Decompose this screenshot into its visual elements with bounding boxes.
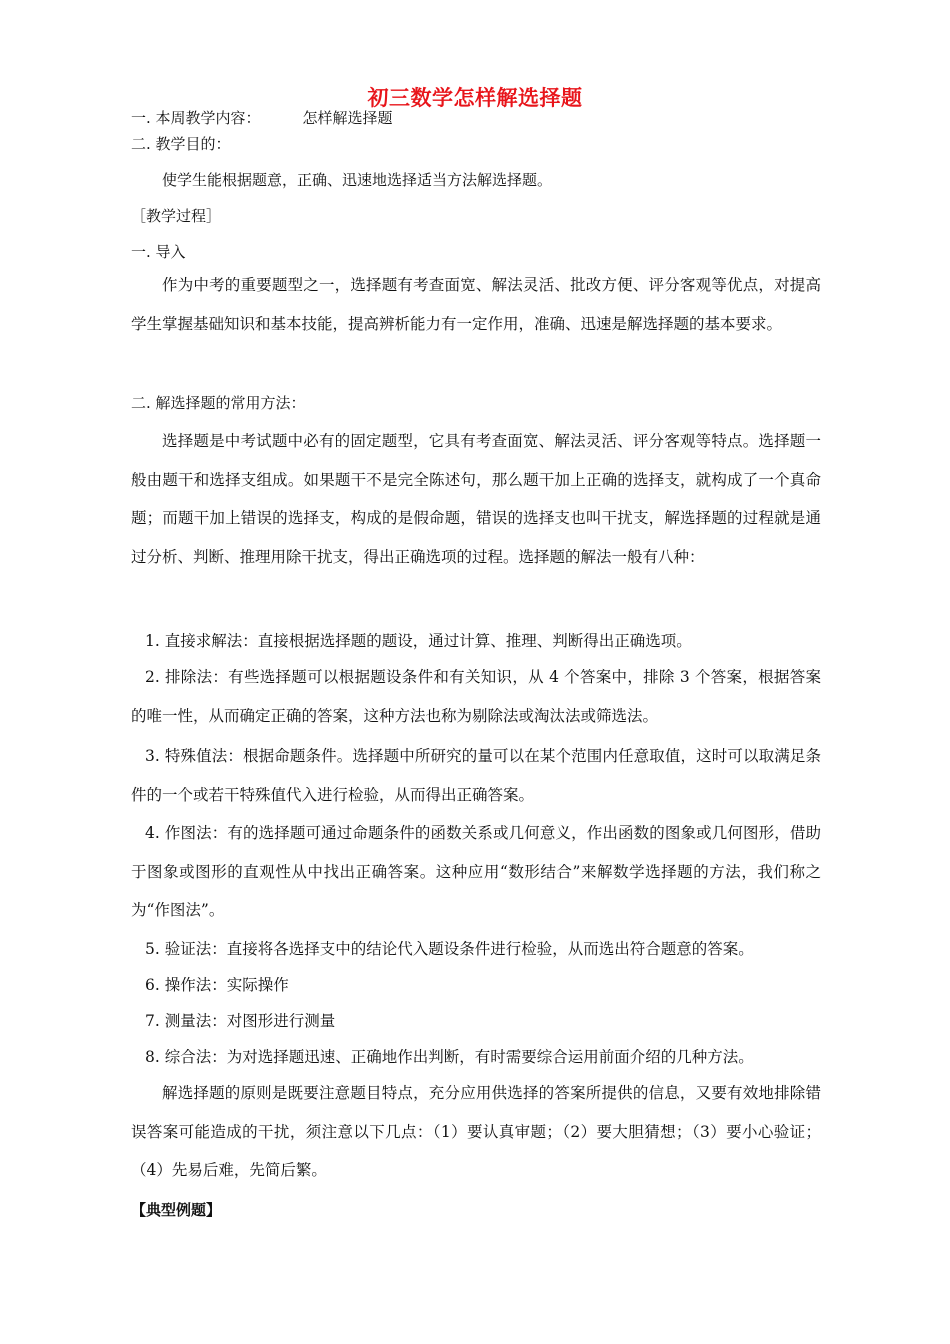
examples-heading: 【典型例题】 xyxy=(131,1201,222,1219)
principle-paragraph: 解选择题的原则是既要注意题目特点，充分应用供选择的答案所提供的信息，又要有效地排除错误答案可能造成的干扰，须注意以下几点：（1）要认真审题；（2）要大胆猜想；（3）要小心验证；（4）先易后难，先简后繁。 xyxy=(131,1084,821,1179)
process-label: ［教学过程］ xyxy=(131,207,222,225)
goal-label: 二. 教学目的： xyxy=(131,135,231,153)
method-item-4: 4. 作图法：有的选择题可通过命题条件的函数关系或几何意义，作出函数的图象或几何图形，借助于图象或图形的直观性从中找出正确答案。这种应用“数形结合”来解数学选择题的方法，我们称之为“作图法”。 xyxy=(131,824,821,919)
document-title: 初三数学怎样解选择题 xyxy=(367,85,583,110)
content-line xyxy=(131,108,821,128)
method-item-6: 6. 操作法：实际操作 xyxy=(145,976,289,994)
goal-text: 使学生能根据题意，正确、迅速地选择适当方法解选择题。 xyxy=(162,171,553,189)
method-item-5: 5. 验证法：直接将各选择支中的结论代入题设条件进行检验，从而选出符合题意的答案。 xyxy=(145,940,754,958)
intro-heading: 一. 导入 xyxy=(131,243,186,261)
method-item-1: 1. 直接求解法：直接根据选择题的题设，通过计算、推理、判断得出正确选项。 xyxy=(145,632,692,650)
method-item-3: 3. 特殊值法：根据命题条件。选择题中所研究的量可以在某个范围内任意取值，这时可以取满足条件的一个或若干特殊值代入进行检验，从而得出正确答案。 xyxy=(131,747,821,804)
method-item-2: 2. 排除法：有些选择题可以根据题设条件和有关知识，从 4 个答案中，排除 3 个答案，根据答案的唯一性，从而确定正确的答案，这种方法也称为剔除法或淘汰法或筛选法。 xyxy=(131,668,821,725)
method-item-7: 7. 测量法：对图形进行测量 xyxy=(145,1012,336,1030)
intro-paragraph: 作为中考的重要题型之一，选择题有考查面宽、解法灵活、批改方便、评分客观等优点，对提高学生掌握基础知识和基本技能，提高辨析能力有一定作用，准确、迅速是解选择题的基本要求。 xyxy=(131,276,821,333)
method-item-8: 8. 综合法：为对选择题迅速、正确地作出判断，有时需要综合运用前面介绍的几种方法。 xyxy=(145,1048,754,1066)
methods-paragraph: 选择题是中考试题中必有的固定题型，它具有考查面宽、解法灵活、评分客观等特点。选择题一般由题干和选择支组成。如果题干不是完全陈述句，那么题干加上正确的选择支，就构成了一个真命题；而题干加上错误的选择支，构成的是假命题，错误的选择支也叫干扰支，解选择题的过程就是通过分析、判断、推理用除干扰支，得出正确选项的过程。选择题的解法一般有八种： xyxy=(131,432,821,566)
content-value: 怎样解选择题 xyxy=(302,109,393,127)
methods-heading: 二. 解选择题的常用方法： xyxy=(131,394,306,412)
content-label: 一. 本周教学内容： xyxy=(131,109,261,127)
